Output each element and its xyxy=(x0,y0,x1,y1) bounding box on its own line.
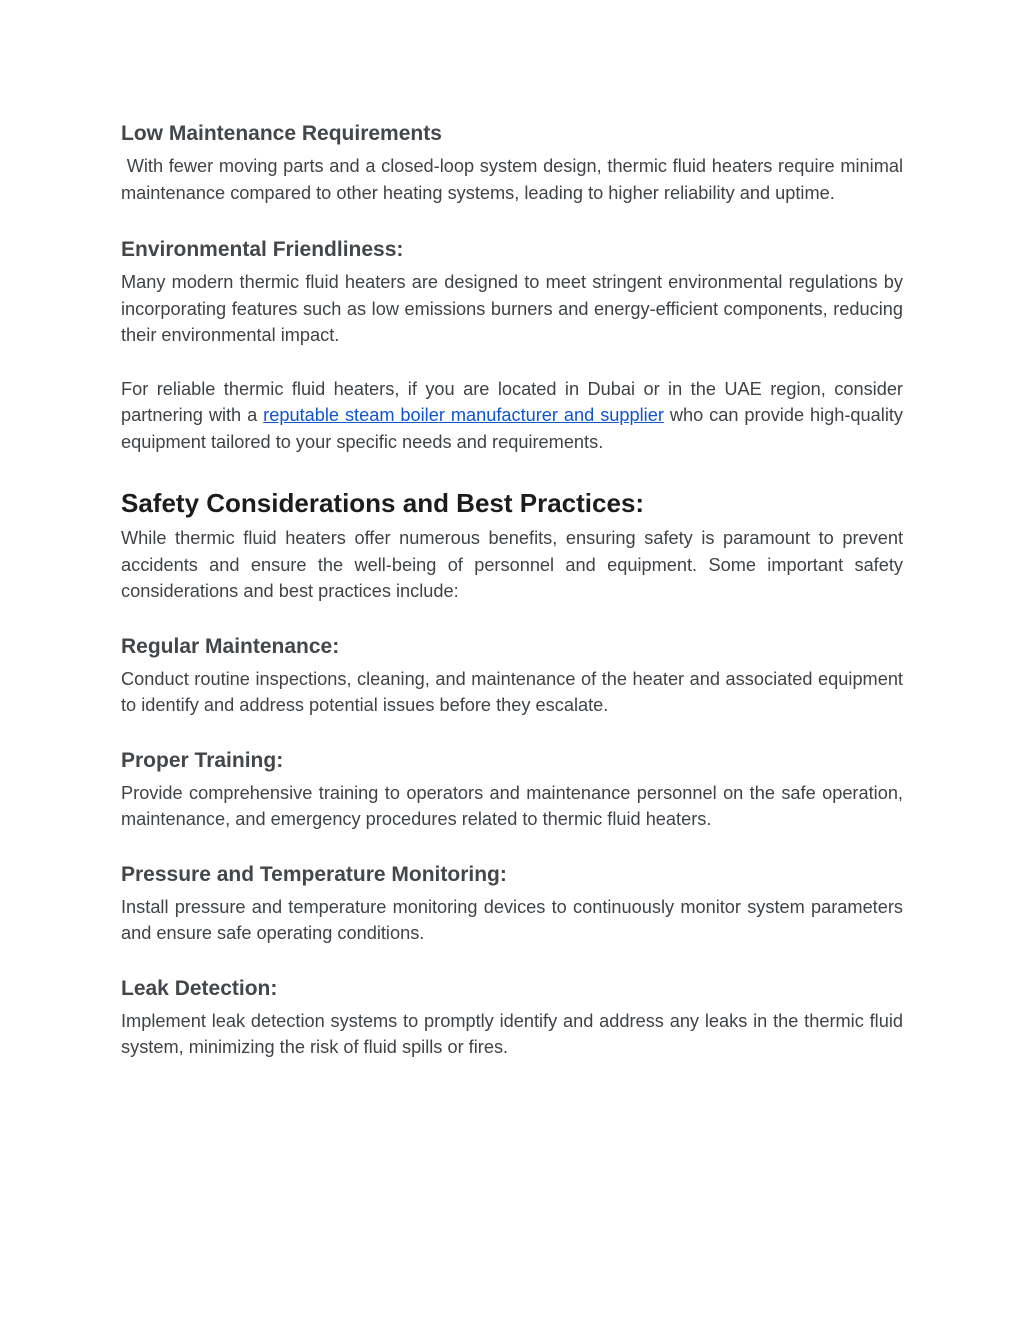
heading-regular-maintenance: Regular Maintenance: xyxy=(121,634,340,658)
heading-monitoring: Pressure and Temperature Monitoring: xyxy=(121,862,507,886)
heading-low-maintenance: Low Maintenance Requirements xyxy=(121,122,442,145)
heading-proper-training: Proper Training: xyxy=(121,748,284,772)
paragraph-monitoring: Install pressure and temperature monitoring devices to continuously monitor system parameters and ensure safe operating conditions. xyxy=(121,896,903,943)
paragraph-proper-training: Provide comprehensive training to operators and maintenance personnel on the safe operation, maintenance, and emergency procedures related to thermic fluid heaters. xyxy=(121,782,903,829)
paragraph-dubai-text-before: For reliable thermic fluid heaters, if you are located in Dubai or in the UAE region, consider partnering with a xyxy=(121,378,903,425)
heading-safety: Safety Considerations and Best Practices: xyxy=(121,488,645,518)
paragraph-low-maintenance: With fewer moving parts and a closed-loop system design, thermic fluid heaters require minimal maintenance compared to other heating systems, leading to higher reliability and uptime. xyxy=(121,156,909,203)
paragraph-regular-maintenance: Conduct routine inspections, cleaning, and maintenance of the heater and associated equipment to identify and address potential issues before they escalate. xyxy=(121,668,903,715)
paragraph-dubai-text-after: who can provide high-quality equipment tailored to your specific needs and requirements. xyxy=(121,405,904,452)
document-page xyxy=(121,118,909,1061)
paragraph-safety: While thermic fluid heaters offer numerous benefits, ensuring safety is paramount to prevent accidents and ensure the well-being of personnel and equipment. Some important safety considerations and best practices include: xyxy=(121,528,903,601)
heading-leak-detection: Leak Detection: xyxy=(121,976,278,1000)
paragraph-environmental: Many modern thermic fluid heaters are designed to meet stringent environmental regulations by incorporating features such as low emissions burners and energy-efficient components, reducing their environmental impact. xyxy=(121,272,903,345)
supplier-link[interactable]: reputable steam boiler manufacturer and supplier xyxy=(263,405,664,425)
paragraph-dubai xyxy=(121,376,903,456)
heading-environmental: Environmental Friendliness: xyxy=(121,238,404,261)
paragraph-leak-detection: Implement leak detection systems to promptly identify and address any leaks in the thermic fluid system, minimizing the risk of fluid spills or fires. xyxy=(121,1010,903,1057)
